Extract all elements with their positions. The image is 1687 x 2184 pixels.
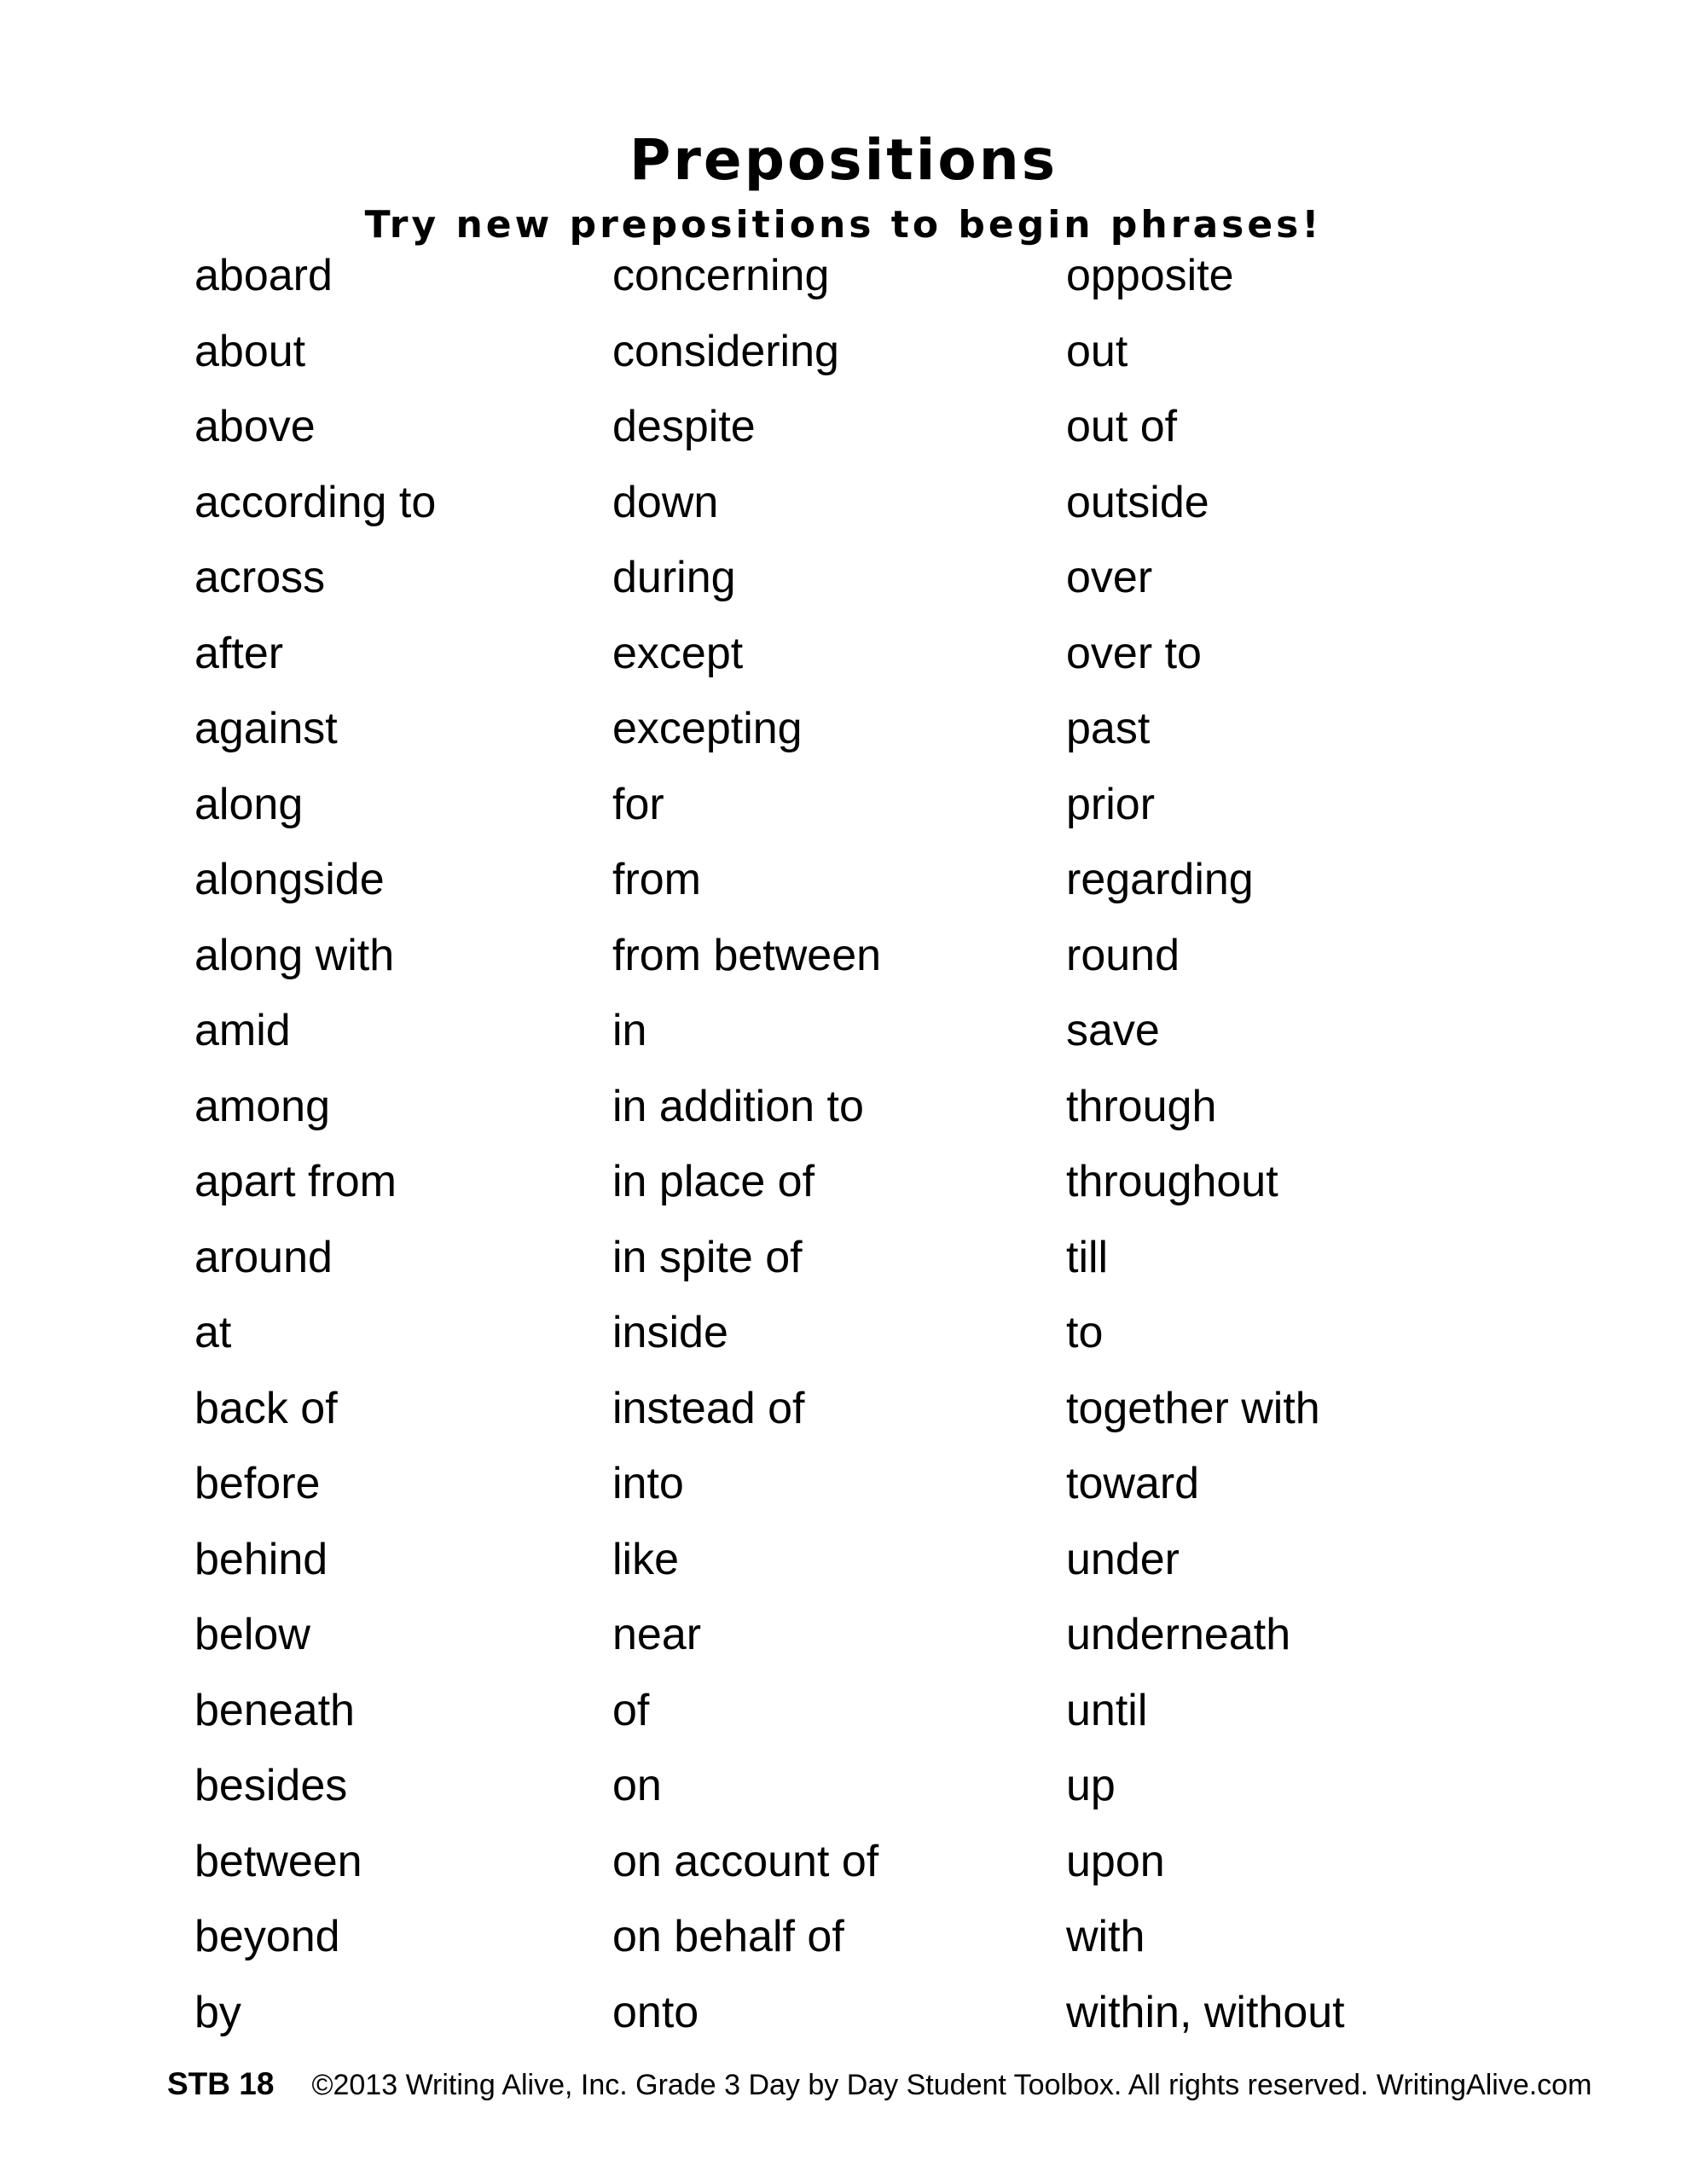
preposition-word: upon <box>1066 1836 1165 1886</box>
page-title: Prepositions <box>629 127 1058 193</box>
preposition-word: excepting <box>612 704 803 753</box>
preposition-word: among <box>194 1081 330 1131</box>
preposition-word: till <box>1066 1232 1109 1282</box>
preposition-word: of <box>612 1685 650 1735</box>
preposition-word: beneath <box>194 1685 355 1735</box>
preposition-word: for <box>612 779 664 829</box>
preposition-word: regarding <box>1066 855 1254 904</box>
preposition-word: according to <box>194 477 437 527</box>
preposition-word-list <box>0 249 1687 2041</box>
preposition-word: instead of <box>612 1383 805 1433</box>
preposition-word: onto <box>612 1987 699 2037</box>
copyright-notice: ©2013 Writing Alive, Inc. Grade 3 Day by Day Student Toolbox. All rights reserved. WritingAlive.com <box>311 2069 1592 2101</box>
preposition-word: beyond <box>194 1912 340 1961</box>
preposition-word: throughout <box>1066 1157 1278 1206</box>
preposition-word: from <box>612 855 701 904</box>
preposition-word: except <box>612 628 744 678</box>
preposition-word: on account of <box>612 1836 879 1886</box>
preposition-word: concerning <box>612 251 830 300</box>
preposition-word: aboard <box>194 251 333 300</box>
preposition-word: over to <box>1066 628 1202 678</box>
preposition-word: in spite of <box>612 1232 803 1282</box>
preposition-word: against <box>194 704 338 753</box>
preposition-word: save <box>1066 1006 1160 1055</box>
preposition-word: considering <box>612 326 839 376</box>
preposition-word: about <box>194 326 306 376</box>
preposition-word: round <box>1066 930 1180 980</box>
preposition-word: like <box>612 1534 680 1584</box>
preposition-word: together with <box>1066 1383 1320 1433</box>
preposition-word: to <box>1066 1308 1104 1357</box>
preposition-word: after <box>194 628 284 678</box>
preposition-word: before <box>194 1459 321 1508</box>
preposition-word: besides <box>194 1761 348 1810</box>
preposition-word: over <box>1066 553 1153 602</box>
preposition-word: back of <box>194 1383 338 1433</box>
preposition-word: at <box>194 1308 232 1357</box>
page-number-label: STB 18 <box>167 2066 275 2101</box>
preposition-word: out <box>1066 326 1128 376</box>
preposition-word: past <box>1066 704 1151 753</box>
preposition-word: until <box>1066 1685 1148 1735</box>
preposition-word: from between <box>612 930 882 980</box>
word-column-3 <box>1066 249 1345 2061</box>
preposition-word: in place of <box>612 1157 815 1206</box>
preposition-word: along with <box>194 930 395 980</box>
preposition-word: on <box>612 1761 662 1810</box>
preposition-word: above <box>194 402 316 451</box>
word-column-2 <box>612 249 881 2061</box>
preposition-word: up <box>1066 1761 1116 1810</box>
preposition-word: between <box>194 1836 362 1886</box>
preposition-word: along <box>194 779 304 829</box>
preposition-word: on behalf of <box>612 1912 844 1961</box>
preposition-word: prior <box>1066 779 1156 829</box>
preposition-word: underneath <box>1066 1610 1291 1659</box>
preposition-word: with <box>1066 1912 1145 1961</box>
preposition-word: outside <box>1066 477 1209 527</box>
preposition-word: into <box>612 1459 684 1508</box>
preposition-word: by <box>194 1987 241 2037</box>
page-subtitle: Try new prepositions to begin phrases! <box>364 203 1323 247</box>
preposition-word: out of <box>1066 402 1178 451</box>
preposition-word: under <box>1066 1534 1180 1584</box>
preposition-word: inside <box>612 1308 728 1357</box>
preposition-word: down <box>612 477 719 527</box>
page-footer <box>167 2063 1591 2106</box>
preposition-word: within, without <box>1066 1987 1345 2037</box>
preposition-word: through <box>1066 1081 1217 1131</box>
preposition-word: in addition to <box>612 1081 864 1131</box>
preposition-word: during <box>612 553 736 602</box>
preposition-word: across <box>194 553 326 602</box>
preposition-word: amid <box>194 1006 291 1055</box>
preposition-word: behind <box>194 1534 328 1584</box>
preposition-word: toward <box>1066 1459 1200 1508</box>
preposition-word: near <box>612 1610 702 1659</box>
preposition-word: alongside <box>194 855 385 904</box>
preposition-word: around <box>194 1232 333 1282</box>
preposition-word: apart from <box>194 1157 397 1206</box>
preposition-word: opposite <box>1066 251 1234 300</box>
preposition-word: despite <box>612 402 756 451</box>
word-column-1 <box>194 249 436 2061</box>
preposition-word: below <box>194 1610 310 1659</box>
preposition-word: in <box>612 1006 647 1055</box>
